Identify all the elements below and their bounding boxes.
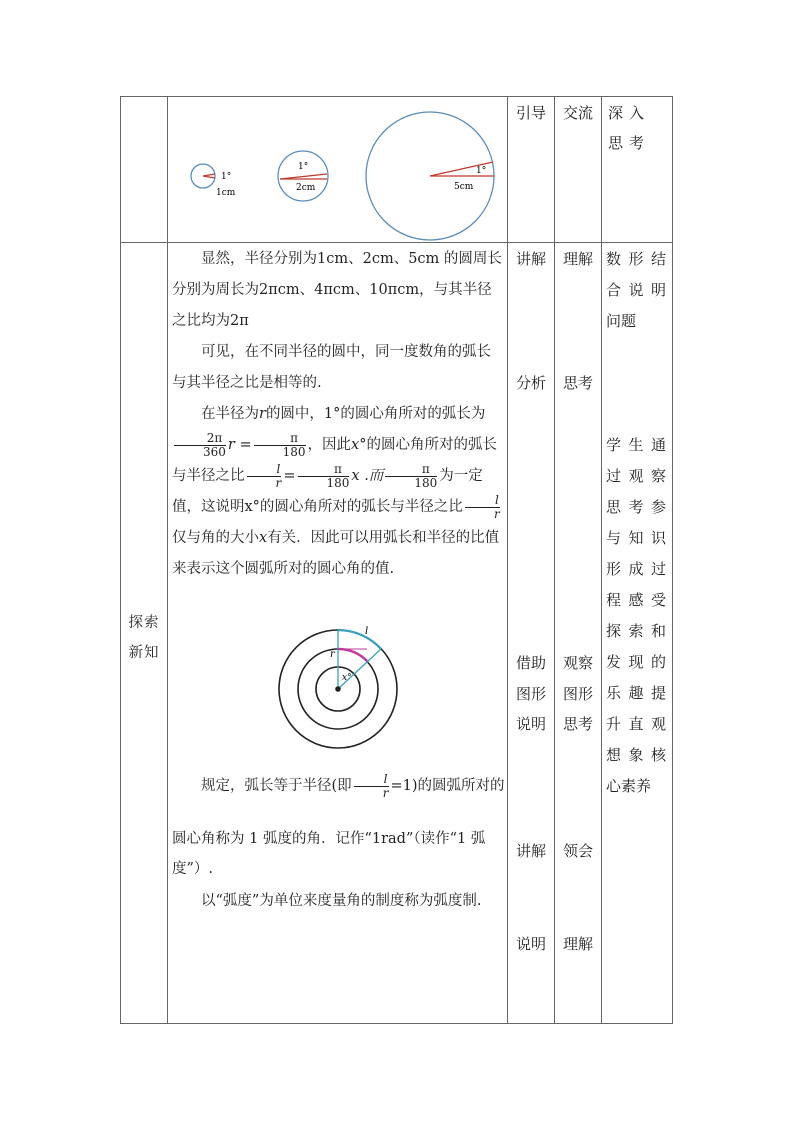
paragraph-3: 在半径为r的圆中，1°的圆心角所对的弧长为 $\frac{2\pi}{360}$ r = $\frac{\pi}{180}$ ，因此x°的圆心角所对的弧长与半径之比 $\frac{l}{r}$ = $\frac{\pi}{180}$ x .而 $\frac{\pi}{180}$ 为一定值，这说明x°的圆心角所对的弧长与半径之比 $\frac{l}{r}$ 仅与角的大小x有关．因此可以用弧长和半径的比值来表示这个圆弧所对的圆心角的值. (172, 406, 500, 577)
radius-label: r (330, 649, 335, 660)
exchange-item: 领会 (562, 842, 593, 860)
large-circle (366, 112, 494, 240)
guide-item: 借助 (515, 654, 546, 672)
arc-label: l (365, 626, 369, 637)
table-border-right (672, 96, 673, 1024)
fraction: $\frac{l}{r}$ (247, 463, 282, 490)
small-radius-label: 1cm (216, 188, 236, 198)
section-label: 探索新知 (128, 615, 160, 661)
guide-item: 图形 (515, 685, 546, 703)
exchange-item: 思考 (562, 715, 593, 733)
lesson-table (120, 96, 673, 1024)
exchange-item: 图形 (562, 685, 593, 703)
paragraph-2: 可见，在不同半径的圆中，同一度数角的弧长与其半径之比是相等的. (172, 344, 491, 391)
guide-item: 分析 (515, 374, 546, 392)
fraction: $\frac{l}{r}$ (465, 494, 500, 521)
paragraph-4: 规定，弧长等于半径(即 $\frac{l}{r}$ =1)的圆弧所对的 (201, 771, 505, 800)
exchange-item: 思考 (562, 374, 593, 392)
medium-circle (278, 151, 328, 201)
paragraph-1: 显然，半径分别为1cm、2cm、5cm 的圆周长分别为周长为2πcm、4πcm、10πcm，与其半径之比均为2π (172, 251, 502, 329)
guide-item: 讲解 (515, 250, 546, 268)
exchange-item: 理解 (562, 935, 593, 953)
guide-item: 讲解 (515, 842, 546, 860)
small-angle-label: 1° (221, 172, 232, 182)
concentric-circles-figure (275, 626, 405, 756)
medium-radius-label: 2cm (296, 183, 316, 193)
small-circle (191, 164, 236, 198)
table-divider (554, 96, 555, 1024)
fraction: $\frac{l}{r}$ (354, 773, 389, 800)
large-radius-label: 5cm (454, 182, 474, 192)
circles-figure (168, 97, 506, 242)
guide-item: 说明 (515, 935, 546, 953)
paragraph-4-continued: 圆心角称为 1 弧度的角．记作“1rad”（读作“1 弧度”）. (172, 831, 486, 877)
exchange-item: 观察 (562, 654, 593, 672)
thinking-block-1: 数形结 合说明 问题 (606, 250, 666, 330)
table-divider (507, 96, 508, 1024)
angle-label: x° (342, 673, 352, 683)
table-border-bottom (120, 1023, 673, 1024)
thinking-block-2: 学生通 过观察 思考参 与知识 形成过 程感受 探索和 发现的 乐趣提 升直观 想象核 心素养 (606, 436, 666, 795)
table-divider (601, 96, 602, 1024)
header-thinking: 深入思考 (608, 104, 651, 152)
fraction: $\frac{\pi}{180}$ (254, 432, 306, 459)
exchange-item: 理解 (562, 250, 593, 268)
header-exchange: 交流 (562, 104, 593, 122)
header-guide: 引导 (515, 104, 546, 122)
table-border-left (120, 96, 121, 1024)
guide-item: 说明 (515, 715, 546, 733)
large-angle-label: 1° (476, 166, 487, 176)
paragraph-5: 以“弧度”为单位来度量角的制度称为弧度制. (201, 893, 482, 909)
fraction: $\frac{\pi}{180}$ (298, 463, 350, 490)
medium-angle-label: 1° (298, 162, 309, 172)
fraction: $\frac{2\pi}{360}$ (174, 432, 226, 459)
table-row-divider (120, 242, 673, 243)
fraction: $\frac{\pi}{180}$ (385, 463, 437, 490)
